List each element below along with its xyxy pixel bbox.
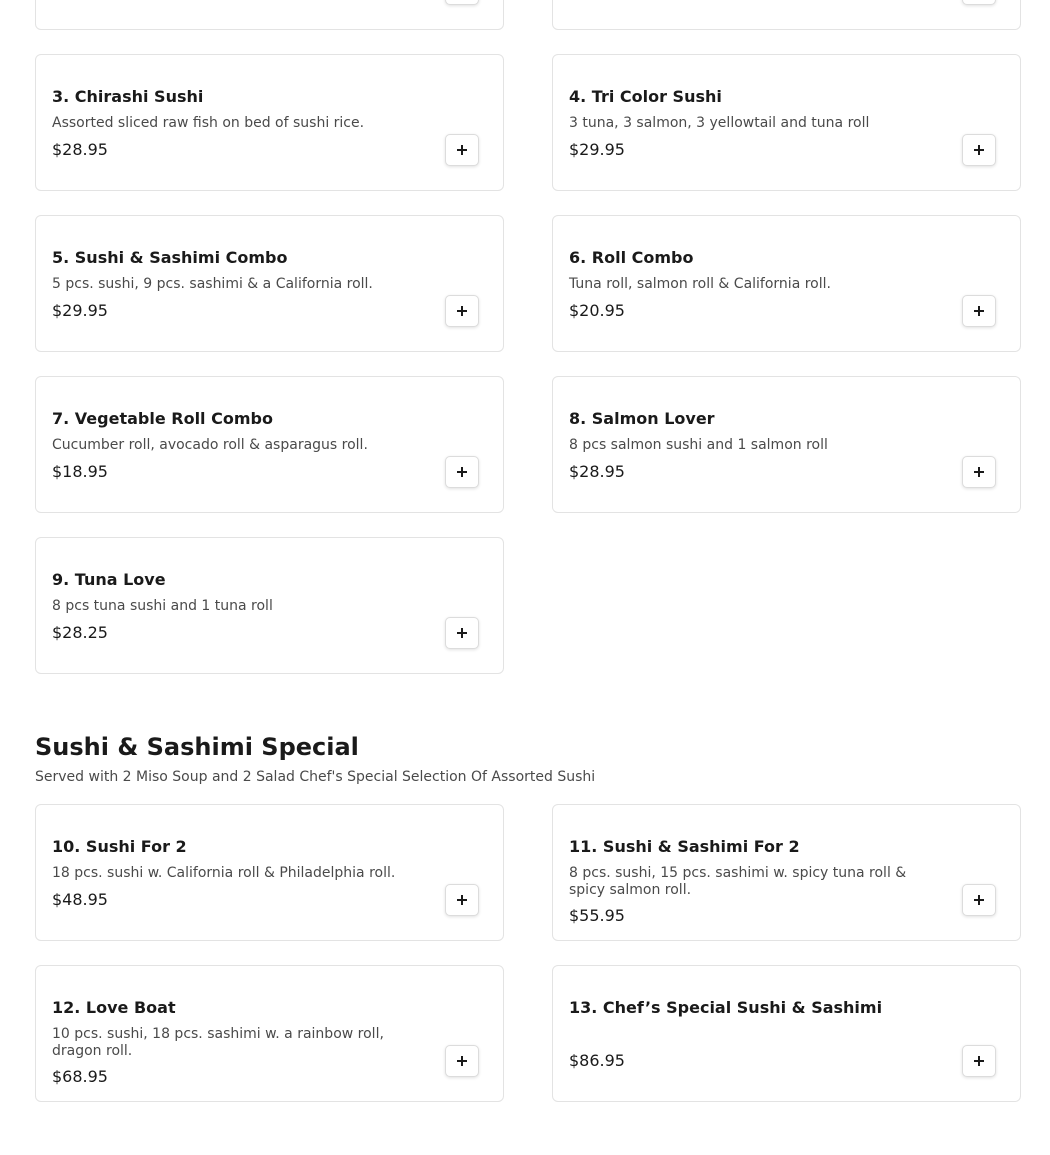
item-name: 8. Salmon Lover	[569, 409, 715, 428]
item-price: $28.25	[52, 623, 108, 642]
item-name: 12. Love Boat	[52, 998, 176, 1017]
menu-item-card[interactable]	[552, 804, 1021, 941]
item-price: $55.95	[569, 906, 625, 925]
item-price: $29.95	[569, 140, 625, 159]
add-item-button[interactable]	[445, 295, 479, 327]
add-item-button[interactable]	[962, 456, 996, 488]
add-item-button[interactable]	[445, 134, 479, 166]
item-price: $48.95	[52, 890, 108, 909]
item-name: 7. Vegetable Roll Combo	[52, 409, 273, 428]
item-description: 8 pcs tuna sushi and 1 tuna roll	[52, 598, 273, 614]
item-description: 10 pcs. sushi, 18 pcs. sashimi w. a rainbow roll, dragon roll.	[52, 1026, 384, 1059]
add-item-button[interactable]	[445, 0, 479, 5]
item-name: 13. Chef’s Special Sushi & Sashimi	[569, 998, 883, 1017]
item-description: Cucumber roll, avocado roll & asparagus roll.	[52, 437, 368, 453]
menu-item-card[interactable]	[35, 804, 504, 941]
add-item-button[interactable]	[962, 884, 996, 916]
plus-icon	[974, 1056, 984, 1066]
add-item-button[interactable]	[962, 1045, 996, 1077]
section-subtitle: Served with 2 Miso Soup and 2 Salad Chef's Special Selection Of Assorted Sushi	[35, 769, 596, 785]
item-name: 6. Roll Combo	[569, 248, 694, 267]
add-item-button[interactable]	[445, 617, 479, 649]
item-description: Tuna roll, salmon roll & California roll.	[569, 276, 831, 292]
plus-icon	[974, 145, 984, 155]
plus-icon	[457, 1056, 467, 1066]
item-name: 11. Sushi & Sashimi For 2	[569, 837, 800, 856]
item-name: 5. Sushi & Sashimi Combo	[52, 248, 288, 267]
add-item-button[interactable]	[962, 0, 996, 5]
item-description: 5 pcs. sushi, 9 pcs. sashimi & a California roll.	[52, 276, 373, 292]
menu-item-card[interactable]	[35, 215, 504, 352]
menu-item-card[interactable]	[35, 965, 504, 1102]
menu-item-card[interactable]	[35, 537, 504, 674]
item-price: $28.95	[52, 140, 108, 159]
item-description: 3 tuna, 3 salmon, 3 yellowtail and tuna roll	[569, 115, 870, 131]
item-description: Assorted sliced raw fish on bed of sushi rice.	[52, 115, 365, 131]
item-description: 8 pcs. sushi, 15 pcs. sashimi w. spicy tuna roll & spicy salmon roll.	[569, 865, 907, 898]
item-name: 10. Sushi For 2	[52, 837, 187, 856]
item-price: $18.95	[52, 462, 108, 481]
menu-item-card[interactable]	[552, 965, 1021, 1102]
plus-icon	[457, 145, 467, 155]
item-name: 3. Chirashi Sushi	[52, 87, 204, 106]
menu-item-card[interactable]	[552, 0, 1021, 30]
item-price: $68.95	[52, 1067, 108, 1086]
item-description: 18 pcs. sushi w. California roll & Philadelphia roll.	[52, 865, 396, 881]
menu-item-card[interactable]	[552, 376, 1021, 513]
add-item-button[interactable]	[445, 1045, 479, 1077]
plus-icon	[974, 895, 984, 905]
plus-icon	[457, 895, 467, 905]
item-price: $20.95	[569, 301, 625, 320]
item-price: $86.95	[569, 1051, 625, 1070]
plus-icon	[974, 306, 984, 316]
item-price: $28.95	[569, 462, 625, 481]
menu-item-card[interactable]	[35, 376, 504, 513]
item-name: 9. Tuna Love	[52, 570, 166, 589]
item-description: 8 pcs salmon sushi and 1 salmon roll	[569, 437, 828, 453]
menu-item-card[interactable]	[35, 0, 504, 30]
add-item-button[interactable]	[445, 456, 479, 488]
item-price: $29.95	[52, 301, 108, 320]
plus-icon	[457, 306, 467, 316]
item-name: 4. Tri Color Sushi	[569, 87, 722, 106]
menu-item-card[interactable]	[35, 54, 504, 191]
menu-item-card[interactable]	[552, 54, 1021, 191]
add-item-button[interactable]	[962, 134, 996, 166]
plus-icon	[457, 628, 467, 638]
add-item-button[interactable]	[445, 884, 479, 916]
menu-item-card[interactable]	[552, 215, 1021, 352]
plus-icon	[974, 467, 984, 477]
add-item-button[interactable]	[962, 295, 996, 327]
section-title: Sushi & Sashimi Special	[35, 733, 359, 761]
plus-icon	[457, 467, 467, 477]
